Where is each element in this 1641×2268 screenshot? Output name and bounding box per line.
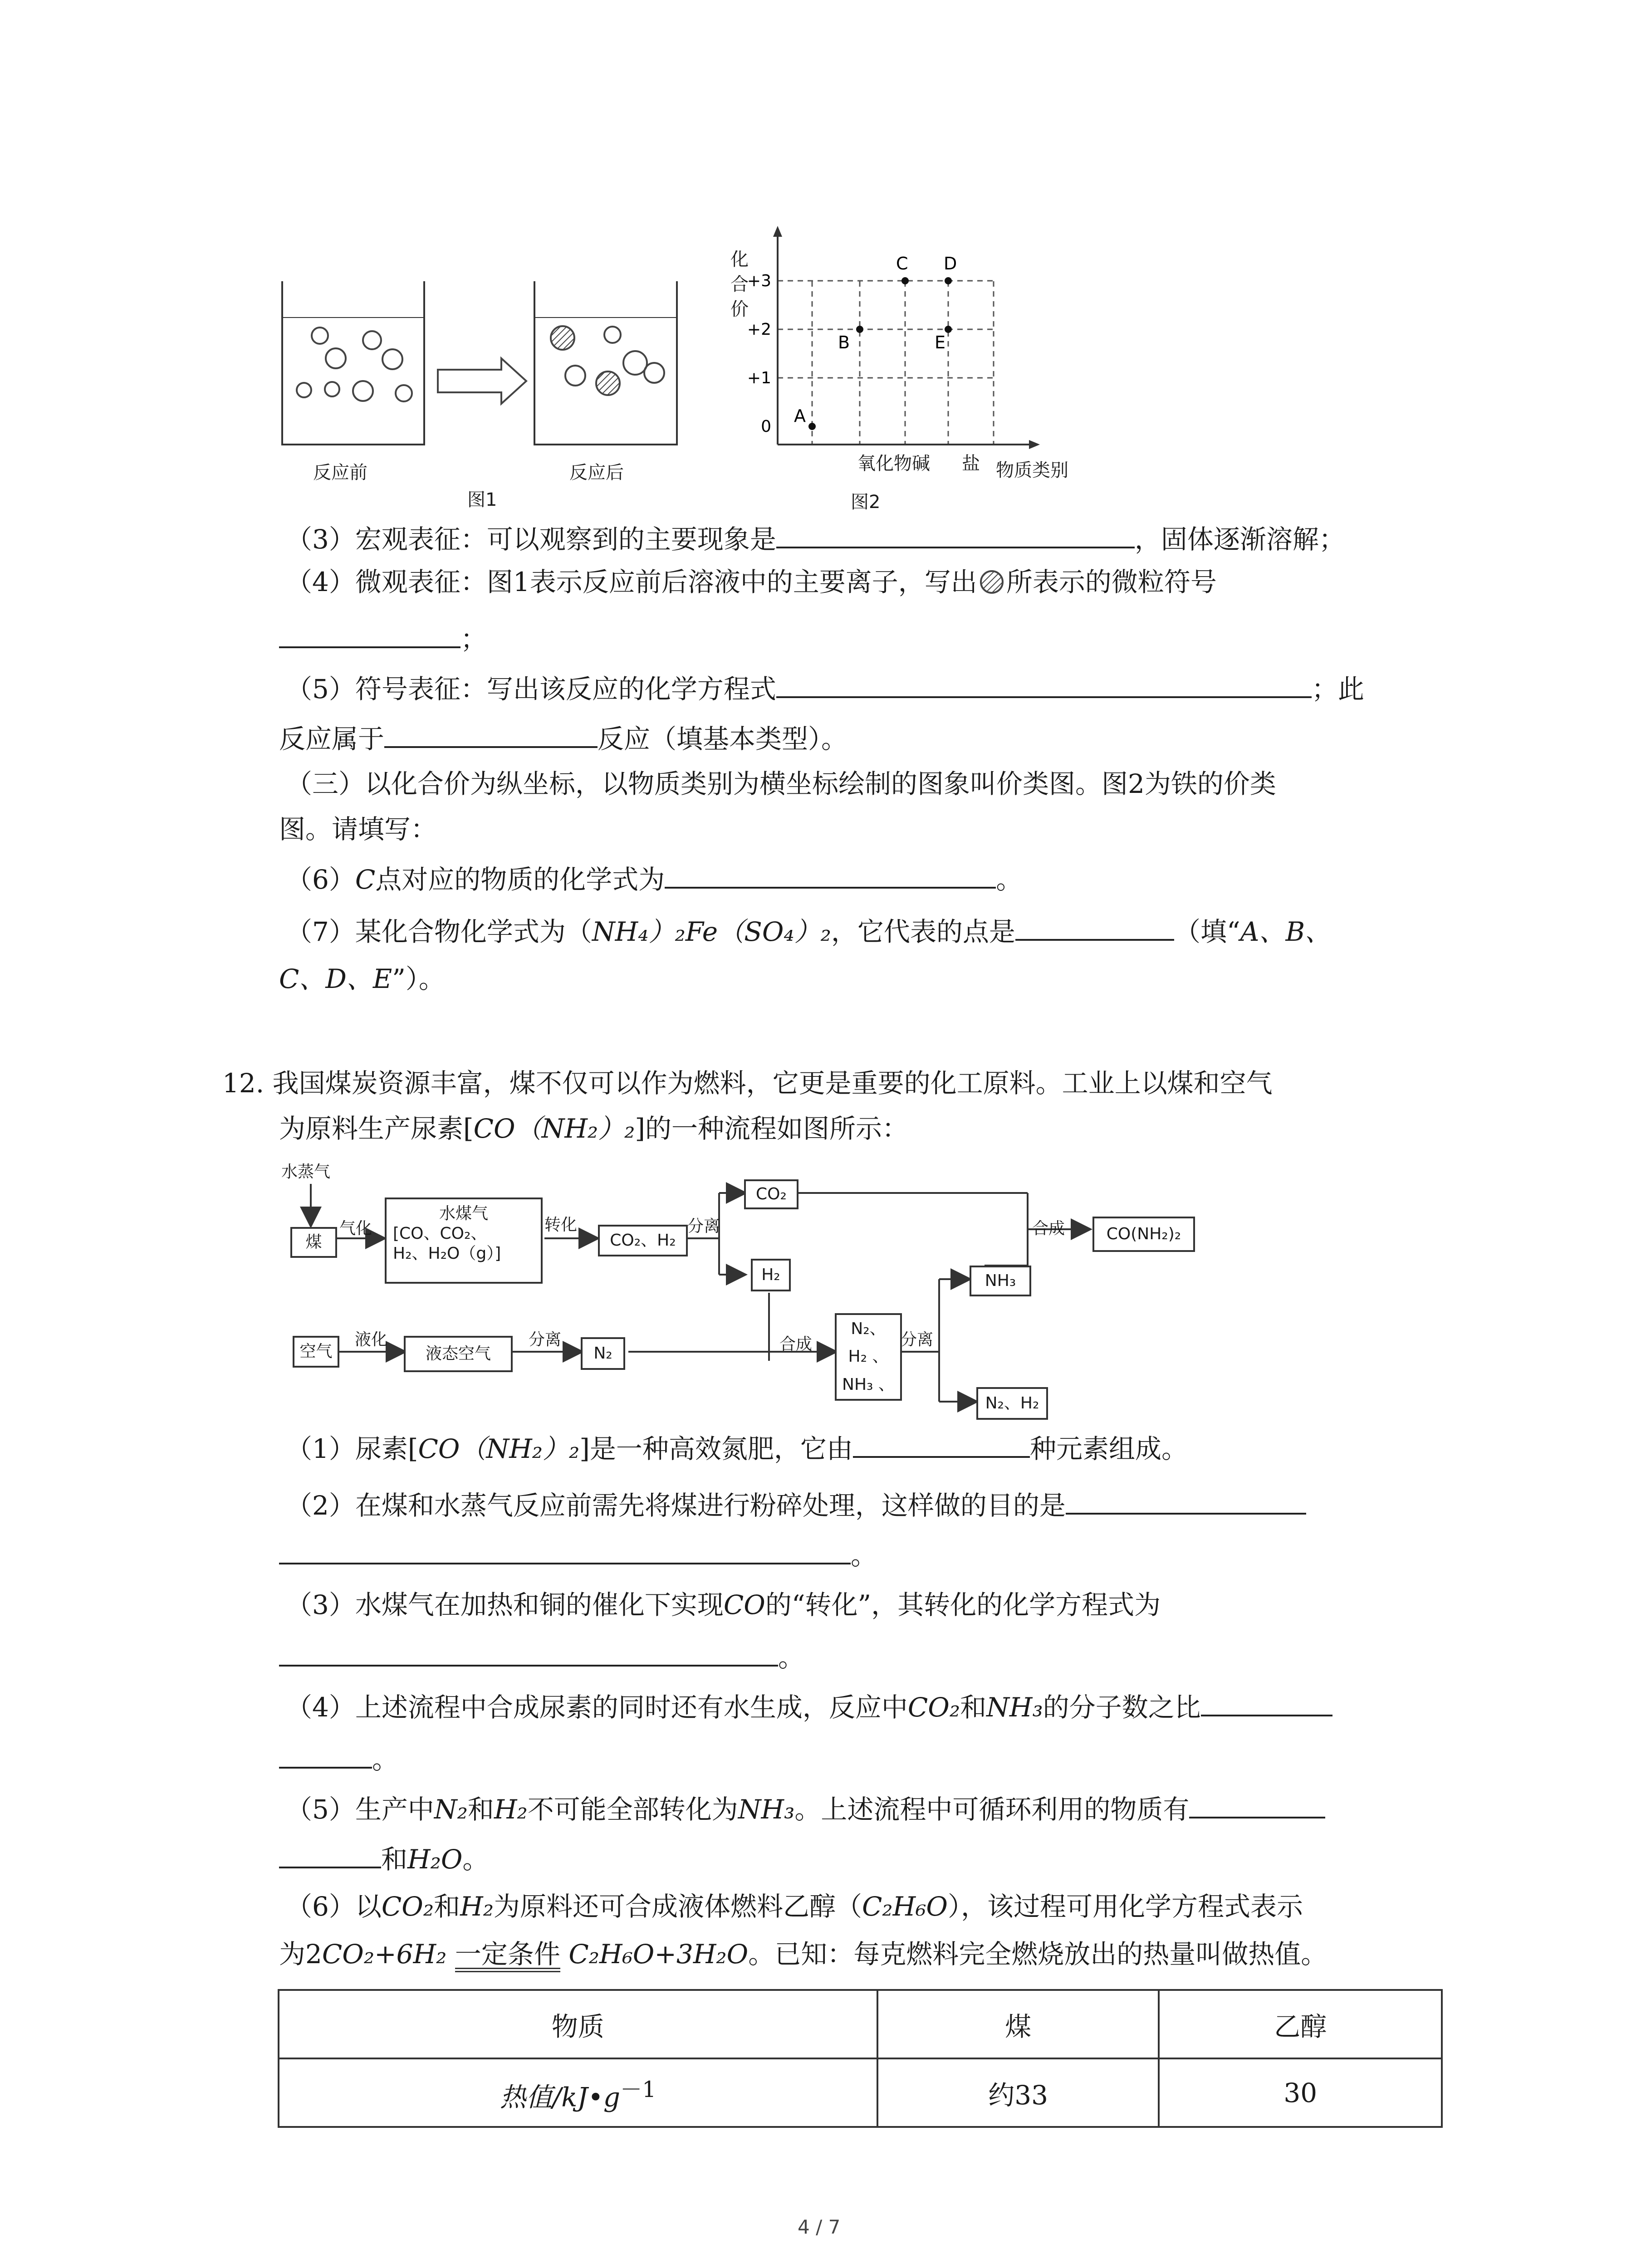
q12-part4: （4）上述流程中合成尿素的同时还有水生成，反应中CO₂和NH₃的分子数之比 xyxy=(286,1687,1332,1725)
beaker-after xyxy=(534,281,677,445)
fig1-caption: 图1 xyxy=(467,489,497,510)
answer-blank[interactable] xyxy=(853,1429,1030,1458)
box-coal: 煤 xyxy=(290,1227,337,1258)
x-label-base: 碱 xyxy=(912,453,930,474)
q11-section3-line2: 图。请填写： xyxy=(279,814,437,845)
q11-part6: （6）C点对应的物质的化学式为 。 xyxy=(286,860,1022,897)
answer-blank[interactable] xyxy=(384,719,598,748)
x-title: 物质类别 xyxy=(996,460,1068,481)
mix-line2: H₂ 、 xyxy=(848,1347,889,1366)
chart-point-label: A xyxy=(794,406,806,426)
box-h2: H₂ xyxy=(751,1259,791,1291)
label-separate-3: 分离 xyxy=(901,1330,934,1349)
arrow-right xyxy=(438,358,526,404)
q12-part6: （6）以CO₂和H₂为原料还可合成液体燃料乙醇（C₂H₆O），该过程可用化学方程式表示 xyxy=(286,1891,1303,1922)
chart-point-label: D xyxy=(944,254,957,274)
table-row-label: 热值$/kJ•g^{-1}$ xyxy=(279,2058,877,2127)
answer-blank[interactable] xyxy=(776,519,1135,548)
box-liquid-air: 液态空气 xyxy=(404,1336,513,1372)
q12-part2-cont: 。 xyxy=(279,1535,877,1573)
label-gasify: 气化 xyxy=(339,1219,372,1238)
box-n2-h2-nh3 xyxy=(835,1313,902,1401)
chart-point-label: C xyxy=(896,254,908,274)
mix-line3: NH₃ 、 xyxy=(842,1375,895,1394)
box-urea: CO(NH₂)₂ xyxy=(1092,1217,1195,1252)
reaction-condition: 一定条件 xyxy=(455,1941,560,1972)
water-gas-line1: [CO、CO₂、 xyxy=(393,1224,487,1243)
q11-part4-cont: ； xyxy=(279,619,487,656)
beaker-before xyxy=(282,281,424,445)
q11-part5-cont: 反应属于 反应（填基本类型）。 xyxy=(279,719,847,756)
y-tick-label: +1 xyxy=(747,369,771,387)
q12-intro-line1: 12. 我国煤炭资源丰富，煤不仅可以作为燃料，它更是重要的化工原料。工业上以煤和空气 xyxy=(222,1068,1273,1099)
y-tick-label: +3 xyxy=(747,272,771,290)
answer-blank[interactable] xyxy=(279,619,460,648)
table-cell: 30 xyxy=(1159,2058,1442,2127)
chart-point-C xyxy=(901,277,909,284)
q11-part7: （7）某化合物化学式为（NH₄）₂Fe（SO₄）₂，它代表的点是 （填“A、B、 xyxy=(286,912,1331,949)
box-air: 空气 xyxy=(293,1336,339,1368)
table-row xyxy=(279,2058,1442,2127)
q11-part4: （4）微观表征：图1表示反应前后溶液中的主要离子，写出 所表示的微粒符号 xyxy=(286,567,1217,597)
answer-blank[interactable] xyxy=(279,1839,381,1868)
x-axis-arrow-icon xyxy=(1029,440,1040,449)
q12-part4-cont: 。 xyxy=(279,1740,398,1777)
answer-blank[interactable] xyxy=(279,1535,851,1564)
fig1-label-after: 反应后 xyxy=(569,462,624,483)
table-header-cell: 乙醇 xyxy=(1159,1990,1442,2058)
label-separate-2: 分离 xyxy=(529,1330,562,1349)
answer-blank[interactable] xyxy=(665,860,996,889)
answer-blank[interactable] xyxy=(1189,1789,1325,1818)
q12-part6-equation: 为2CO₂+6H₂ 一定条件 C₂H₆O+3H₂O。已知：每克燃料完全燃烧放出的热量叫做热值。 xyxy=(279,1937,1327,1972)
table-header-row xyxy=(279,1990,1442,2058)
chart-point-D xyxy=(945,277,952,284)
answer-blank[interactable] xyxy=(776,669,1312,698)
fig1-label-before: 反应前 xyxy=(313,462,367,483)
heat-value-table xyxy=(278,1989,1443,2128)
answer-blank[interactable] xyxy=(279,1740,372,1769)
y-title-2: 合 xyxy=(730,274,749,295)
table-header-cell: 煤 xyxy=(877,1990,1159,2058)
chart-grid xyxy=(747,272,994,445)
box-n2: N₂ xyxy=(581,1337,625,1370)
q11-part5: （5）符号表征：写出该反应的化学方程式 ；此 xyxy=(286,669,1364,706)
page-number: 4 / 7 xyxy=(798,2216,841,2238)
answer-blank[interactable] xyxy=(1015,912,1174,941)
chart-point-E xyxy=(945,326,952,333)
q11-section3-line1: （三）以化合价为纵坐标，以物质类别为横坐标绘制的图象叫价类图。图2为铁的价类 xyxy=(286,768,1276,799)
box-water-gas xyxy=(385,1198,543,1284)
q12-part3-cont: 。 xyxy=(279,1637,804,1675)
answer-blank[interactable] xyxy=(1066,1486,1306,1515)
figure-1 xyxy=(272,268,690,458)
box-n2-h2: N₂、H₂ xyxy=(976,1387,1048,1420)
answer-blank[interactable] xyxy=(279,1637,778,1667)
q12-part3: （3）水煤气在加热和铜的催化下实现CO的“转化”，其转化的化学方程式为 xyxy=(286,1589,1161,1620)
y-title-1: 化 xyxy=(730,249,749,270)
q12-part5-cont: 和H₂O。 xyxy=(279,1839,489,1877)
label-convert: 转化 xyxy=(544,1216,578,1234)
box-nh3: NH₃ xyxy=(970,1266,1031,1296)
box-co2-h2: CO₂、H₂ xyxy=(598,1225,688,1256)
chart-point-label: E xyxy=(935,332,946,352)
q12-part5: （5）生产中N₂和H₂不可能全部转化为NH₃。上述流程中可循环利用的物质有 xyxy=(286,1789,1325,1827)
q12-part2: （2）在煤和水蒸气反应前需先将煤进行粉碎处理，这样做的目的是 xyxy=(286,1486,1306,1523)
x-label-oxide: 氧化物 xyxy=(857,453,912,474)
y-tick-label: +2 xyxy=(747,320,771,339)
label-steam: 水蒸气 xyxy=(281,1163,331,1181)
hatched-particle-icon xyxy=(977,568,1006,596)
q12-part1: （1）尿素[CO（NH₂）₂]是一种高效氮肥，它由 种元素组成。 xyxy=(286,1429,1188,1466)
chart-point-A xyxy=(808,423,816,430)
water-gas-line2: H₂、H₂O（g）] xyxy=(393,1244,501,1263)
label-synthesize-1: 合成 xyxy=(1032,1219,1065,1238)
y-title-3: 价 xyxy=(730,299,749,320)
chart-point-B xyxy=(856,326,863,333)
q12-intro-line2: 为原料生产尿素[CO（NH₂）₂]的一种流程如图所示： xyxy=(279,1113,909,1144)
label-synthesize-2: 合成 xyxy=(779,1335,813,1354)
y-axis-arrow-icon xyxy=(773,226,782,237)
label-separate-1: 分离 xyxy=(687,1217,720,1236)
x-label-salt: 盐 xyxy=(962,453,980,474)
chart-point-label: B xyxy=(838,332,850,352)
q11-part7-cont: C、D、E”）。 xyxy=(279,963,445,994)
answer-blank[interactable] xyxy=(1201,1687,1332,1716)
water-gas-title: 水煤气 xyxy=(439,1204,488,1223)
label-liquefy: 液化 xyxy=(355,1330,388,1349)
mix-line1: N₂、 xyxy=(851,1319,886,1338)
table-header-cell: 物质 xyxy=(279,1990,877,2058)
y-tick-label: 0 xyxy=(761,417,771,436)
q11-part3: （3）宏观表征：可以观察到的主要现象是 ，固体逐渐溶解； xyxy=(286,519,1345,557)
box-co2: CO₂ xyxy=(744,1179,798,1209)
fig2-caption: 图2 xyxy=(851,492,881,513)
table-cell: 约33 xyxy=(877,2058,1159,2127)
